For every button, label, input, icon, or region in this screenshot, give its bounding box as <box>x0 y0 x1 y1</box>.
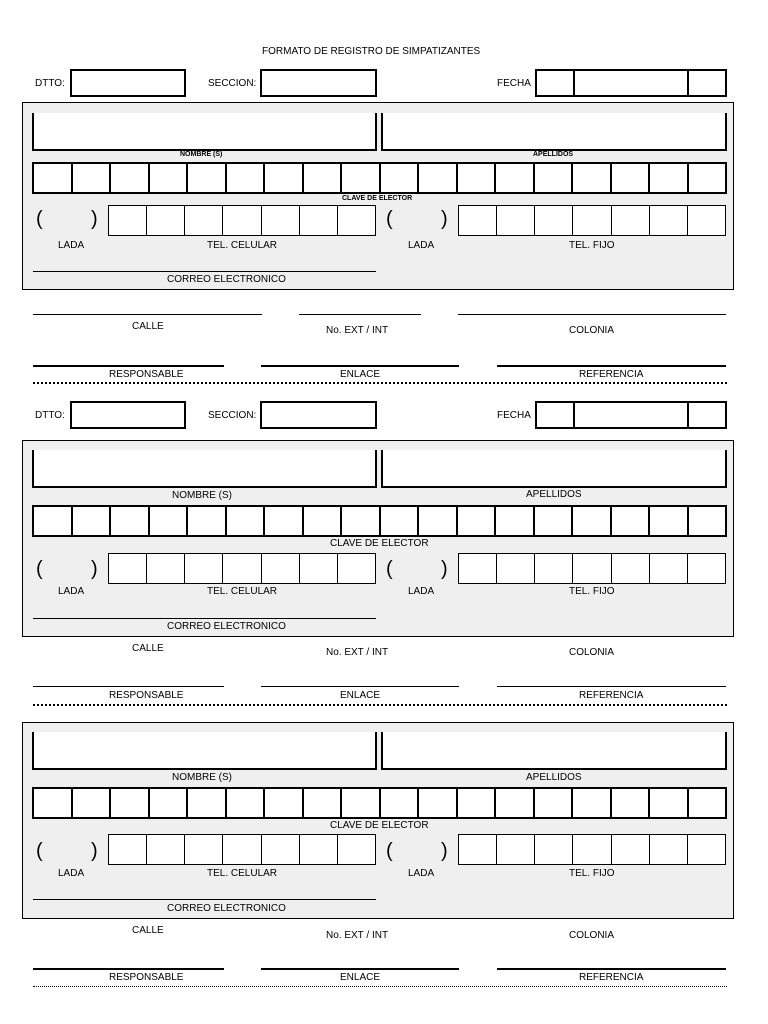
tel-fijo-field[interactable] <box>458 834 726 865</box>
nombre-label: NOMBRE (S) <box>172 490 232 501</box>
lada-paren-close: ) <box>91 840 98 862</box>
tel-fijo-field[interactable] <box>458 205 726 236</box>
clave-elector-label: CLAVE DE ELECTOR <box>330 820 429 831</box>
lada-fijo-paren-open: ( <box>386 558 393 580</box>
page-title: FORMATO DE REGISTRO DE SIMPATIZANTES <box>262 46 481 57</box>
no-ext-label: No. EXT / INT <box>326 930 389 941</box>
tel-celular-label: TEL. CELULAR <box>207 868 278 879</box>
no-ext-label: No. EXT / INT <box>326 325 389 336</box>
correo-label: CORREO ELECTRONICO <box>167 621 286 632</box>
dtto-field[interactable] <box>70 401 186 429</box>
tel-fijo-field[interactable] <box>458 553 726 584</box>
apellidos-label: APELLIDOS <box>526 489 582 500</box>
lada-paren-close: ) <box>91 208 98 230</box>
tel-celular-label: TEL. CELULAR <box>207 240 278 251</box>
tel-celular-field[interactable] <box>108 553 376 584</box>
fecha-label: FECHA <box>497 78 531 89</box>
colonia-line[interactable] <box>458 314 726 315</box>
enlace-label: ENLACE <box>340 690 381 701</box>
fecha-label: FECHA <box>497 410 531 421</box>
enlace-line[interactable] <box>261 365 459 367</box>
enlace-label: ENLACE <box>340 972 381 983</box>
responsable-line[interactable] <box>33 686 224 687</box>
nombre-label: NOMBRE (S) <box>180 151 223 158</box>
calle-label: CALLE <box>132 643 164 654</box>
lada-fijo-paren-close: ) <box>441 558 448 580</box>
lada-label: LADA <box>58 586 85 597</box>
correo-label: CORREO ELECTRONICO <box>167 274 286 285</box>
colonia-label: COLONIA <box>569 647 615 658</box>
lada-label: LADA <box>58 868 85 879</box>
seccion-field[interactable] <box>260 401 377 429</box>
correo-line[interactable] <box>33 899 376 900</box>
clave-elector-field[interactable] <box>32 505 727 537</box>
dtto-label: DTTO: <box>35 78 65 89</box>
colonia-label: COLONIA <box>569 325 615 336</box>
fecha-field[interactable] <box>535 69 727 97</box>
correo-line[interactable] <box>33 618 376 619</box>
tel-fijo-label: TEL. FIJO <box>569 240 615 251</box>
no-ext-label: No. EXT / INT <box>326 647 389 658</box>
clave-elector-label: CLAVE DE ELECTOR <box>342 195 413 202</box>
referencia-line[interactable] <box>497 365 726 367</box>
referencia-label: REFERENCIA <box>579 972 644 983</box>
responsable-label: RESPONSABLE <box>109 369 184 380</box>
lada-fijo-paren-close: ) <box>441 840 448 862</box>
nombre-field[interactable] <box>32 450 377 488</box>
nombre-field[interactable] <box>32 113 377 151</box>
lada-fijo-label: LADA <box>408 240 435 251</box>
tel-fijo-label: TEL. FIJO <box>569 868 615 879</box>
lada-fijo-paren-open: ( <box>386 208 393 230</box>
calle-label: CALLE <box>132 321 164 332</box>
dtto-field[interactable] <box>70 69 186 97</box>
responsable-line[interactable] <box>33 365 224 367</box>
enlace-label: ENLACE <box>340 369 381 380</box>
cut-line <box>33 704 727 706</box>
correo-line[interactable] <box>33 271 376 272</box>
lada-paren-open: ( <box>36 208 43 230</box>
referencia-line[interactable] <box>497 968 726 970</box>
clave-elector-label: CLAVE DE ELECTOR <box>330 538 429 549</box>
tel-celular-label: TEL. CELULAR <box>207 586 278 597</box>
enlace-line[interactable] <box>261 686 459 687</box>
calle-label: CALLE <box>132 925 164 936</box>
colonia-label: COLONIA <box>569 930 615 941</box>
nombre-field[interactable] <box>32 732 377 770</box>
clave-elector-field[interactable] <box>32 787 727 819</box>
seccion-field[interactable] <box>260 69 377 97</box>
apellidos-field[interactable] <box>381 732 727 770</box>
tel-celular-field[interactable] <box>108 205 376 236</box>
responsable-label: RESPONSABLE <box>109 972 184 983</box>
lada-fijo-label: LADA <box>408 586 435 597</box>
responsable-line[interactable] <box>33 968 224 970</box>
cut-line <box>33 986 727 987</box>
fecha-field[interactable] <box>535 401 727 429</box>
tel-celular-field[interactable] <box>108 834 376 865</box>
lada-fijo-paren-close: ) <box>441 208 448 230</box>
dtto-label: DTTO: <box>35 410 65 421</box>
apellidos-field[interactable] <box>381 113 727 151</box>
lada-paren-close: ) <box>91 558 98 580</box>
cut-line <box>33 382 727 384</box>
seccion-label: SECCION: <box>208 410 257 421</box>
lada-fijo-paren-open: ( <box>386 840 393 862</box>
enlace-line[interactable] <box>261 968 459 970</box>
apellidos-label: APELLIDOS <box>526 772 582 783</box>
nombre-label: NOMBRE (S) <box>172 772 232 783</box>
calle-line[interactable] <box>33 314 262 315</box>
referencia-label: REFERENCIA <box>579 690 644 701</box>
apellidos-field[interactable] <box>381 450 727 488</box>
tel-fijo-label: TEL. FIJO <box>569 586 615 597</box>
referencia-line[interactable] <box>497 686 726 687</box>
no-ext-line[interactable] <box>299 314 421 315</box>
responsable-label: RESPONSABLE <box>109 690 184 701</box>
clave-elector-field[interactable] <box>32 162 727 194</box>
correo-label: CORREO ELECTRONICO <box>167 903 286 914</box>
lada-paren-open: ( <box>36 840 43 862</box>
apellidos-label: APELLIDOS <box>533 151 574 158</box>
lada-label: LADA <box>58 240 85 251</box>
lada-paren-open: ( <box>36 558 43 580</box>
referencia-label: REFERENCIA <box>579 369 644 380</box>
seccion-label: SECCION: <box>208 78 257 89</box>
lada-fijo-label: LADA <box>408 868 435 879</box>
